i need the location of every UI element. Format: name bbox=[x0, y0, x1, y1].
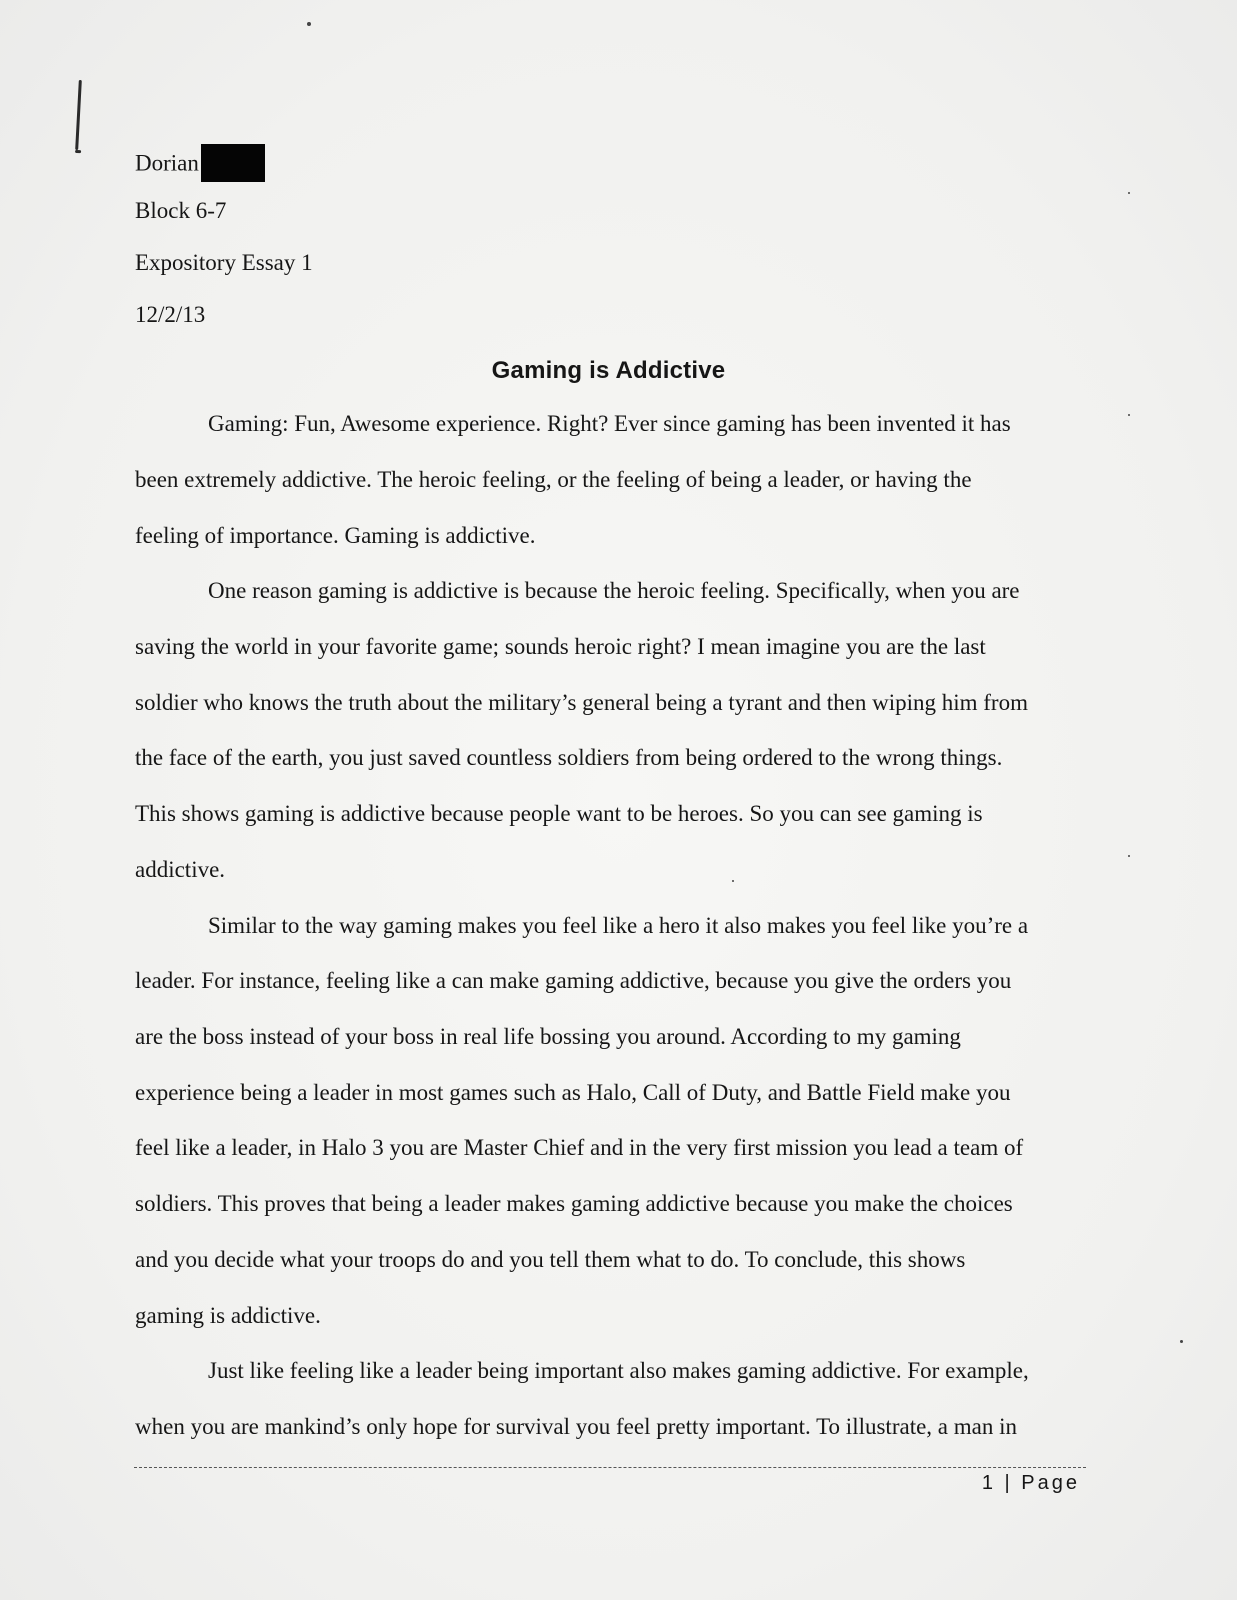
scan-speck bbox=[307, 22, 311, 26]
essay-line: when you are mankind’s only hope for survival you feel pretty important. To illustrate, a man in bbox=[135, 1414, 1017, 1439]
scan-speck bbox=[732, 880, 734, 882]
scan-speck bbox=[1128, 192, 1130, 194]
essay-line: Gaming: Fun, Awesome experience. Right? Ever since gaming has been invented it has bbox=[208, 411, 1011, 436]
scan-speck bbox=[1180, 1340, 1183, 1343]
header-name-line bbox=[135, 146, 265, 184]
footer-divider bbox=[134, 1467, 1086, 1468]
essay-line: are the boss instead of your boss in real life bossing you around. According to my gaming bbox=[135, 1024, 961, 1049]
essay-line: This shows gaming is addictive because people want to be heroes. So you can see gaming is bbox=[135, 801, 983, 826]
header-assignment: Expository Essay 1 bbox=[135, 250, 313, 275]
essay-line: and you decide what your troops do and you tell them what to do. To conclude, this shows bbox=[135, 1247, 966, 1272]
essay-line: One reason gaming is addictive is because the heroic feeling. Specifically, when you are bbox=[208, 578, 1020, 603]
essay-line: experience being a leader in most games such as Halo, Call of Duty, and Battle Field make you bbox=[135, 1080, 1011, 1105]
essay-line: Similar to the way gaming makes you feel like a hero it also makes you feel like you’re a bbox=[208, 913, 1029, 938]
page-number: 1 | Page bbox=[981, 1472, 1080, 1494]
scan-speck bbox=[1128, 855, 1130, 857]
essay-line: the face of the earth, you just saved countless soldiers from being ordered to the wrong things. bbox=[135, 745, 1003, 770]
pen-mark bbox=[75, 80, 82, 150]
essay-line: soldiers. This proves that being a leader makes gaming addictive because you make the choices bbox=[135, 1191, 1013, 1216]
essay-line: soldier who knows the truth about the military’s general being a tyrant and then wiping him from bbox=[135, 690, 1028, 715]
essay-line: been extremely addictive. The heroic feeling, or the feeling of being a leader, or having the bbox=[135, 467, 972, 492]
header-date: 12/2/13 bbox=[135, 302, 206, 327]
essay-title: Gaming is Addictive bbox=[491, 357, 726, 384]
scan-speck bbox=[1128, 414, 1130, 416]
essay-line: feeling of importance. Gaming is addictive. bbox=[135, 523, 536, 548]
author-name: Dorian bbox=[135, 150, 199, 176]
essay-line: saving the world in your favorite game; sounds heroic right? I mean imagine you are the last bbox=[135, 634, 986, 659]
header-block: Block 6-7 bbox=[135, 198, 227, 223]
essay-line: addictive. bbox=[135, 857, 226, 882]
redaction-box bbox=[201, 144, 265, 182]
essay-line: gaming is addictive. bbox=[135, 1303, 321, 1328]
essay-line: feel like a leader, in Halo 3 you are Master Chief and in the very first mission you lead a team of bbox=[135, 1135, 1024, 1160]
essay-line: Just like feeling like a leader being important also makes gaming addictive. For example, bbox=[208, 1358, 1029, 1383]
essay-line: leader. For instance, feeling like a can make gaming addictive, because you give the orders you bbox=[135, 968, 1012, 993]
